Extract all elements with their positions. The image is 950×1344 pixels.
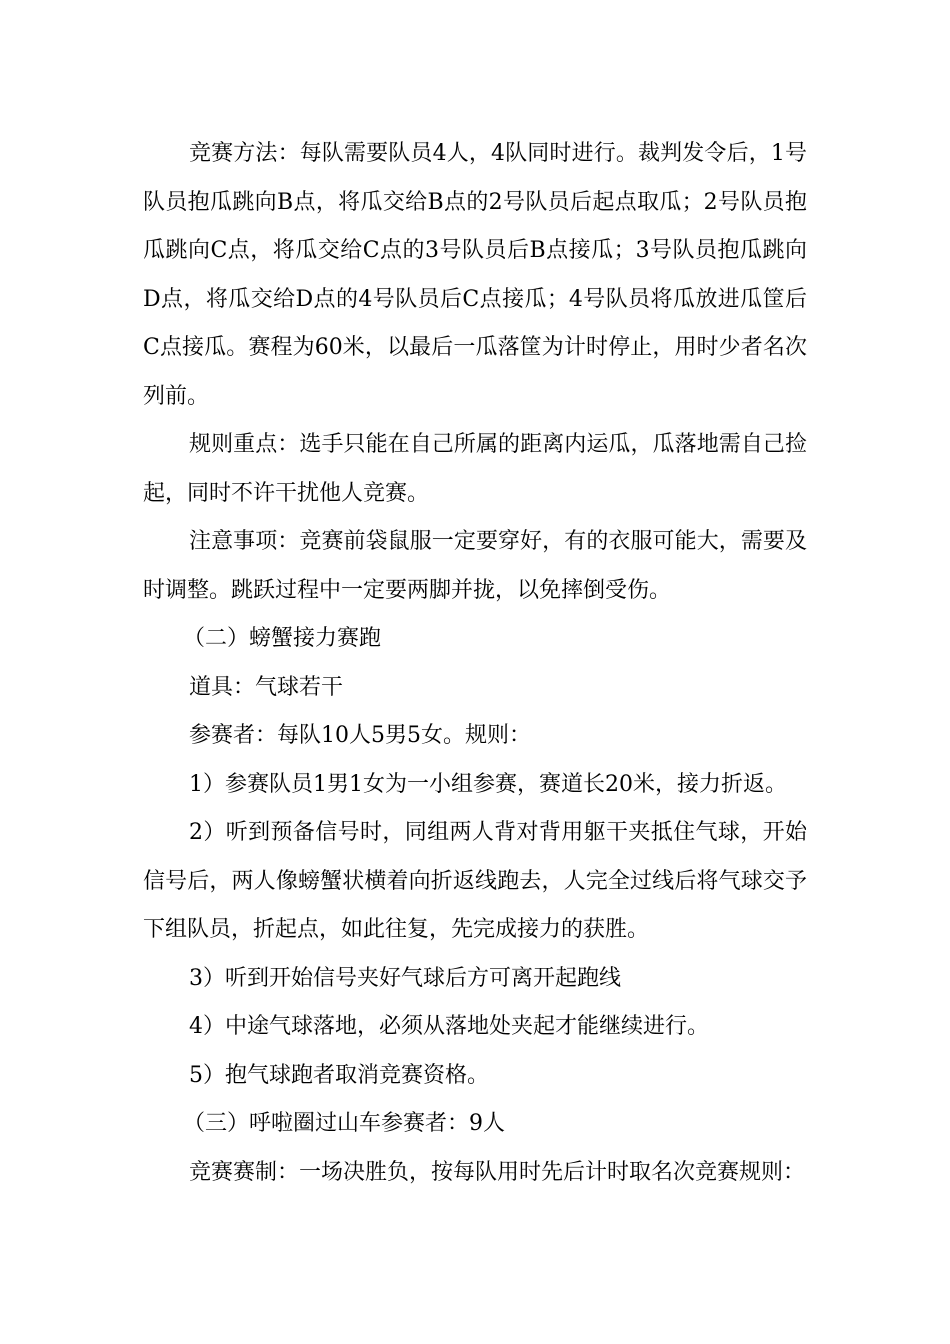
paragraph-competition-method: 竞赛方法：每队需要队员4人，4队同时进行。裁判发令后，1号队员抱瓜跳向B点，将瓜交给B点的2号队员后起点取瓜；2号队员抱瓜跳向C点，将瓜交给C点的3号队员后B点接瓜；3号队员抱瓜跳向D点，将瓜交给D点的4号队员后C点接瓜；4号队员将瓜放进瓜筐后C点接瓜。赛程为60米，以最后一瓜落筐为计时停止，用时少者名次列前。 [143,141,807,409]
rule-item-5: 5）抱气球跑者取消竞赛资格。 [189,1062,489,1088]
paragraph-props: 道具：气球若干 [189,674,344,700]
paragraph-rule-focus: 规则重点：选手只能在自己所属的距离内运瓜，瓜落地需自己捡起，同时不许干扰他人竞赛。 [143,432,807,506]
paragraph-participants: 参赛者：每队10人5男5女。规则： [189,723,531,748]
section-heading-hula-hoop: （三）呼啦圈过山车参赛者：9人 [183,1111,505,1136]
document-body [143,130,807,1197]
section-heading-crab-relay: （二）螃蟹接力赛跑 [183,626,382,651]
paragraph-competition-format: 竞赛赛制：一场决胜负，按每队用时先后计时取名次竞赛规则： [189,1159,806,1185]
rule-item-1: 1）参赛队员1男1女为一小组参赛，赛道长20米，接力折返。 [189,771,787,797]
rule-item-4: 4）中途气球落地，必须从落地处夹起才能继续进行。 [189,1014,709,1039]
rule-item-2: 2）听到预备信号时，同组两人背对背用躯干夹抵住气球，开始信号后，两人像螃蟹状横着向折返线跑去，人完全过线后将气球交予下组队员，折起点，如此往复，先完成接力的获胜。 [143,820,807,942]
rule-item-3: 3）听到开始信号夹好气球后方可离开起跑线 [189,965,621,991]
paragraph-notes: 注意事项：竞赛前袋鼠服一定要穿好，有的衣服可能大，需要及时调整。跳跃过程中一定要两脚并拢，以免摔倒受伤。 [143,529,807,603]
